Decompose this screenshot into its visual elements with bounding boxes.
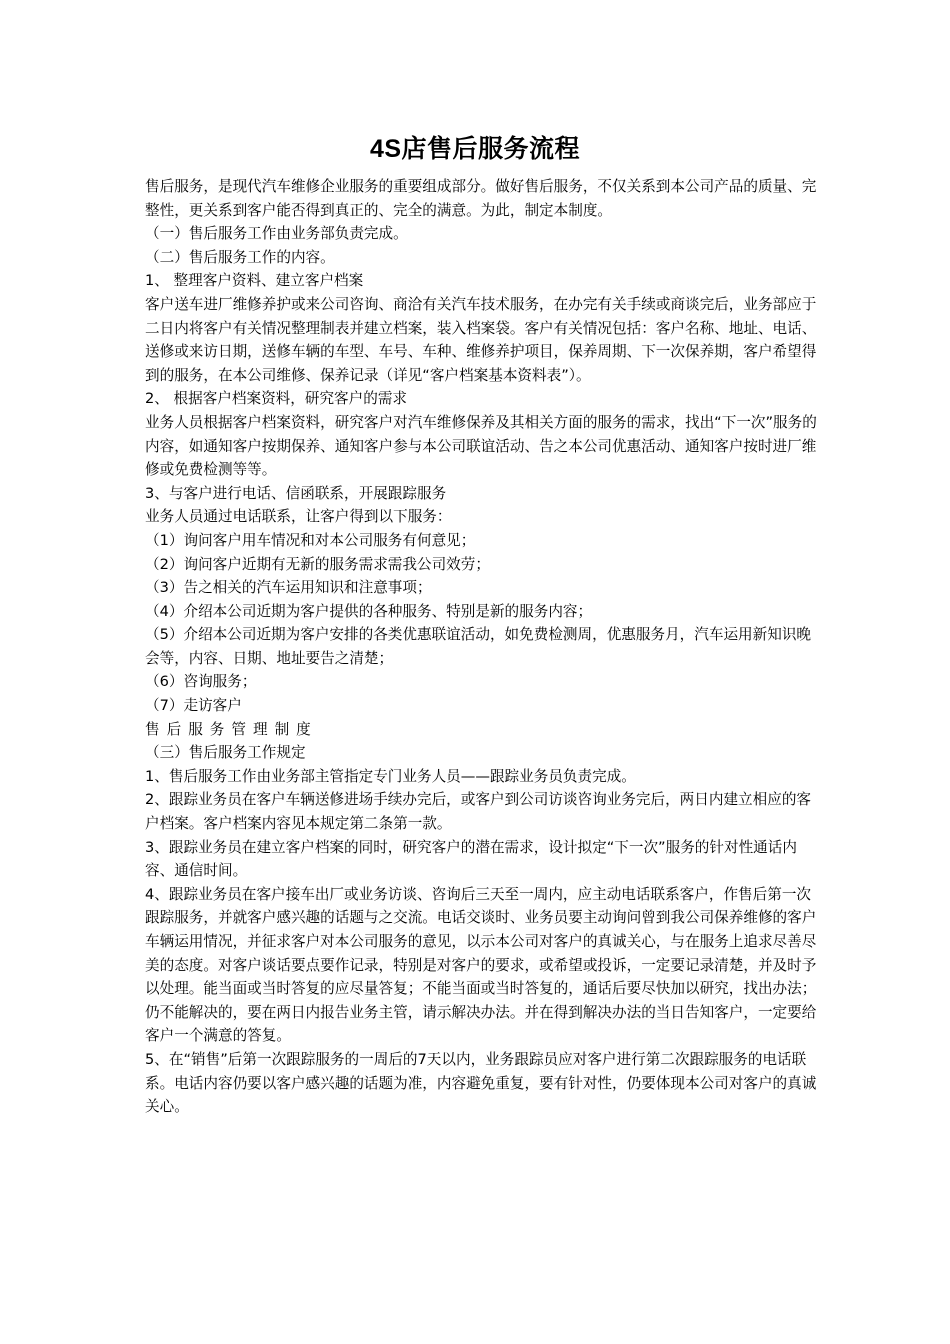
- item-3-heading: 3、与客户进行电话、信函联系，开展跟踪服务: [145, 484, 447, 502]
- rule-2: 2、跟踪业务员在客户车辆送修进场手续办完后，或客户到公司访谈咨询业务完后，两日内建立相应的客户档案。客户档案内容见本规定第二条第一款。: [145, 791, 812, 833]
- service-list-item: （6）咨询服务；: [145, 673, 257, 691]
- item-2-heading: 2、 根据客户档案资料，研究客户的需求: [145, 390, 408, 408]
- section-two-heading: （二）售后服务工作的内容。: [145, 248, 335, 266]
- document-body: [145, 175, 817, 1119]
- service-list-item: （2）询问客户近期有无新的服务需求需我公司效劳；: [145, 555, 490, 573]
- rule-1: 1、售后服务工作由业务部主管指定专门业务人员——跟踪业务员负责完成。: [145, 767, 636, 785]
- service-list-item: （3）告之相关的汽车运用知识和注意事项；: [145, 579, 432, 597]
- service-list-item: （4）介绍本公司近期为客户提供的各种服务、特别是新的服务内容；: [145, 602, 593, 620]
- item-3-intro: 业务人员通过电话联系，让客户得到以下服务：: [145, 508, 452, 526]
- intro-paragraph: 售后服务，是现代汽车维修企业服务的重要组成部分。做好售后服务，不仅关系到本公司产品的质量、完整性，更关系到客户能否得到真正的、完全的满意。为此，制定本制度。: [145, 178, 817, 219]
- document-title: 4S店售后服务流程: [369, 135, 581, 163]
- item-2-paragraph: 业务人员根据客户档案资料，研究客户对汽车维修保养及其相关方面的服务的需求，找出“下一次”服务的内容，如通知客户按期保养、通知客户参与本公司联谊活动、告之本公司优惠活动、通知客户按时进厂维修或免费检测等等。: [145, 413, 817, 479]
- management-system-heading: 售后服务管理制度: [145, 720, 318, 738]
- rule-5: 5、在“销售”后第一次跟踪服务的一周后的7天以内，业务跟踪员应对客户进行第二次跟踪服务的电话联系。电话内容仍要以客户感兴趣的话题为准，内容避免重复，要有针对性，仍要体现本公司对客户的真诚关心。: [145, 1050, 817, 1116]
- section-one-heading: （一）售后服务工作由业务部负责完成。: [145, 225, 408, 243]
- service-list-item: （7）走访客户: [145, 697, 242, 715]
- item-1-heading: 1、 整理客户资料、建立客户档案: [145, 272, 364, 290]
- rule-3: 3、跟踪业务员在建立客户档案的同时，研究客户的潜在需求，设计拟定“下一次”服务的针对性通话内容、通信时间。: [145, 838, 797, 880]
- service-list-item: （1）询问客户用车情况和对本公司服务有何意见；: [145, 531, 476, 549]
- service-list-item: （5）介绍本公司近期为客户安排的各类优惠联谊活动，如免费检测周，优惠服务月，汽车运用新知识晚会等，内容、日期、地址要告之清楚；: [145, 626, 812, 667]
- section-three-heading: （三）售后服务工作规定: [145, 744, 306, 762]
- item-1-paragraph: 客户送车进厂维修养护或来公司咨询、商洽有关汽车技术服务，在办完有关手续或商谈完后，业务部应于二日内将客户有关情况整理制表并建立档案，装入档案袋。客户有关情况包括：客户名称、地址、电话、送修或来访日期，送修车辆的车型、车号、车种、维修养护项目，保养周期、下一次保养期，客户希望得到的服务，在本公司维修、保养记录（详见“客户档案基本资料表”）。: [145, 295, 817, 384]
- rule-4: 4、跟踪业务员在客户接车出厂或业务访谈、咨询后三天至一周内，应主动电话联系客户，作售后第一次跟踪服务，并就客户感兴趣的话题与之交流。电话交谈时、业务员要主动询问曾到我公司保养维修的客户车辆运用情况，并征求客户对本公司服务的意见，以示本公司对客户的真诚关心，与在服务上追求尽善尽美的态度。对客户谈话要点要作记录，特别是对客户的要求，或希望或投诉，一定要记录清楚，并及时予以处理。能当面或当时答复的应尽量答复；不能当面或当时答复的，通话后要尽快加以研究，找出办法；仍不能解决的，要在两日内报告业务主管，请示解决办法。并在得到解决办法的当日告知客户，一定要给客户一个满意的答复。: [145, 885, 817, 1045]
